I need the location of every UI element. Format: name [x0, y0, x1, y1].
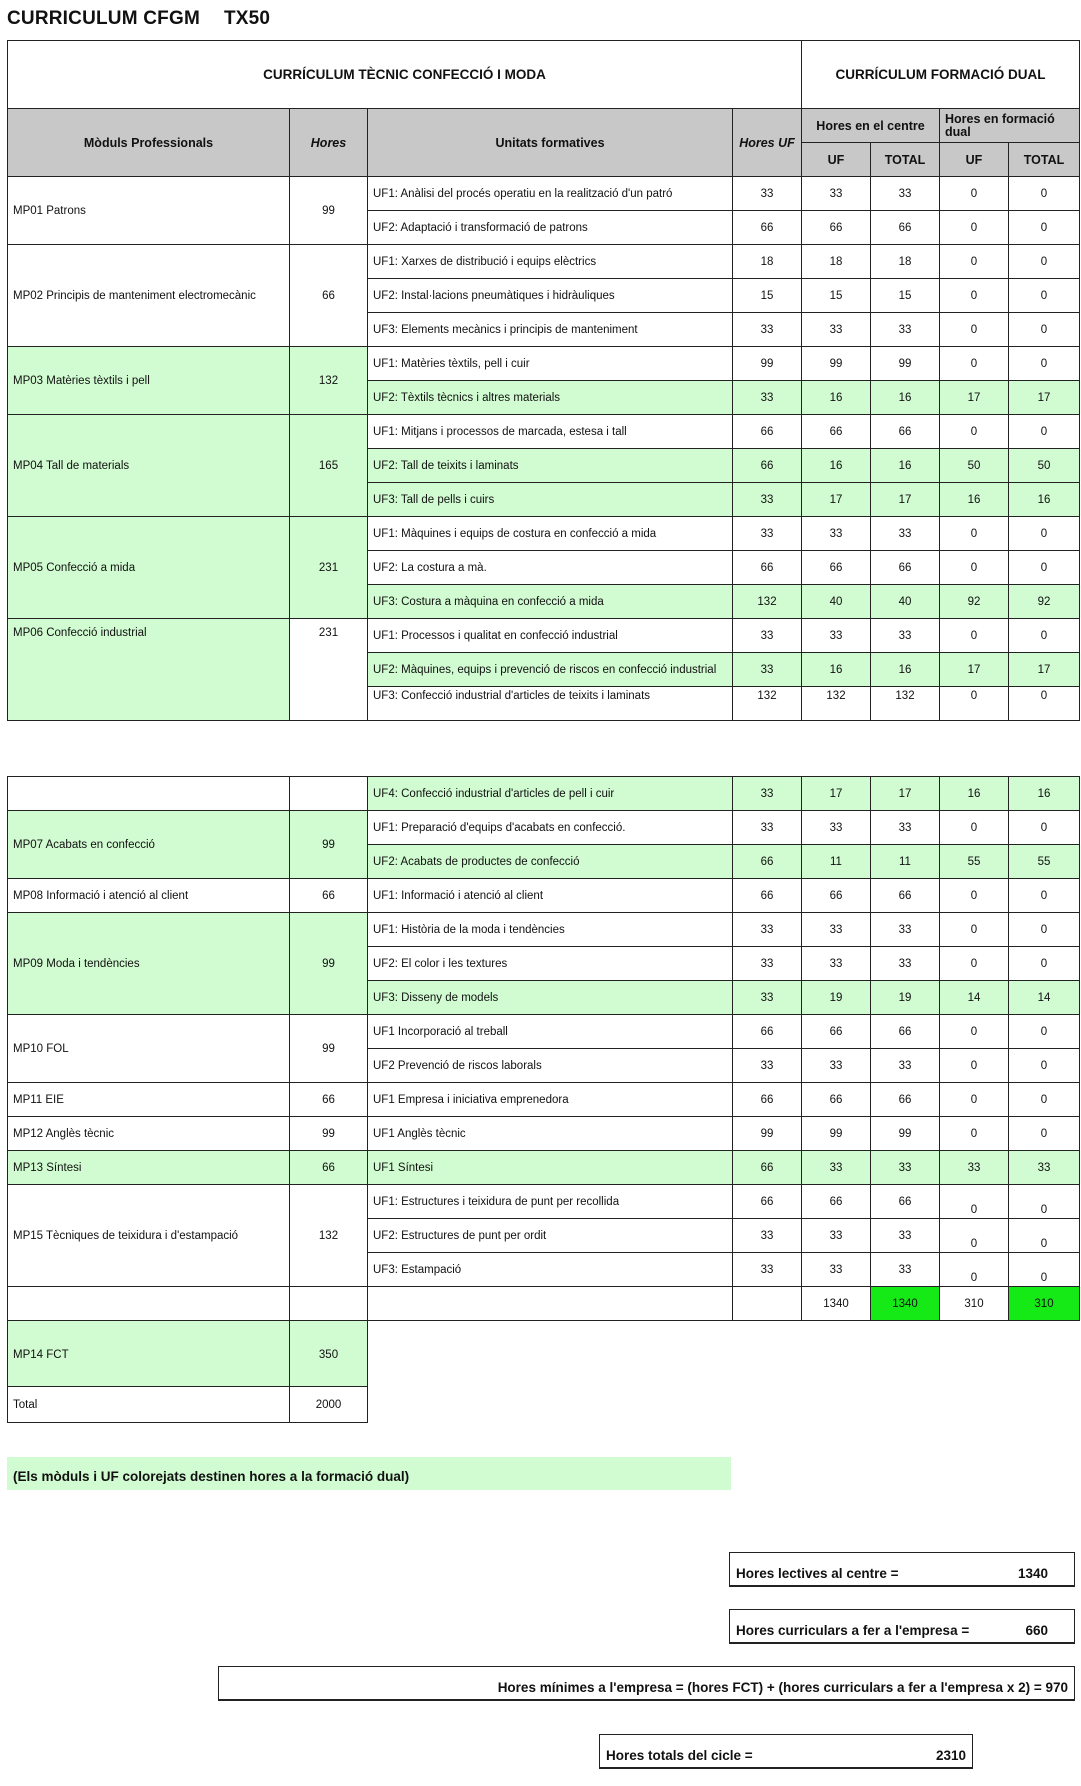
centre-total: 18 [870, 244, 940, 279]
module-name: MP09 Moda i tendències [7, 912, 290, 1015]
totals-blank [7, 1286, 290, 1321]
centre-uf: 33 [801, 618, 871, 653]
centre-total: 15 [870, 278, 940, 313]
uf-name: UF3: Tall de pells i cuirs [367, 482, 733, 517]
uf-hours: 33 [732, 776, 802, 811]
module-hours-continued [289, 776, 368, 811]
dual-total: 0 [1008, 176, 1080, 211]
header-tecnic: CURRÍCULUM TÈCNIC CONFECCIÓ I MODA [7, 40, 802, 109]
centre-total: 33 [870, 1252, 940, 1287]
centre-uf: 33 [801, 810, 871, 845]
dual-uf: 0 [939, 414, 1009, 449]
dual-uf: 0 [939, 946, 1009, 981]
centre-total: 33 [870, 810, 940, 845]
module-name: MP15 Tècniques de teixidura i d'estampació [7, 1184, 290, 1287]
centre-total: 99 [870, 346, 940, 381]
centre-uf: 66 [801, 878, 871, 913]
header-moduls: Mòduls Professionals [7, 108, 290, 177]
uf-name: UF2: La costura a mà. [367, 550, 733, 585]
dual-uf: 50 [939, 448, 1009, 483]
total-row [7, 1386, 374, 1422]
module-name: MP05 Confecció a mida [7, 516, 290, 619]
centre-uf: 33 [801, 1048, 871, 1083]
centre-uf: 16 [801, 448, 871, 483]
uf-name: UF2: Acabats de productes de confecció [367, 844, 733, 879]
module-name: MP08 Informació i atenció al client [7, 878, 290, 913]
summary-totals [599, 1734, 973, 1769]
header-unitats: Unitats formatives [367, 108, 733, 177]
dual-total: 0 [1008, 1252, 1080, 1287]
dual-total: 0 [1008, 618, 1080, 653]
uf-name: UF1 Síntesi [367, 1150, 733, 1185]
summary-centre-value: 1340 [1017, 1566, 1048, 1581]
summary-empresa-value: 660 [1025, 1623, 1048, 1638]
dual-uf: 33 [939, 1150, 1009, 1185]
uf-name: UF3: Elements mecànics i principis de manteniment [367, 312, 733, 347]
centre-uf: 132 [801, 686, 871, 721]
uf-hours: 33 [732, 380, 802, 415]
module-name-fct: MP14 FCT [7, 1320, 290, 1389]
dual-uf: 0 [939, 244, 1009, 279]
uf-name: UF2: Tall de teixits i laminats [367, 448, 733, 483]
dual-total: 55 [1008, 844, 1080, 879]
totals-blank [732, 1286, 802, 1321]
totals-blank [289, 1286, 368, 1321]
uf-name: UF3: Confecció industrial d'articles de teixits i laminats [367, 686, 733, 721]
uf-name: UF1: Màquines i equips de costura en confecció a mida [367, 516, 733, 551]
uf-hours: 66 [732, 1184, 802, 1219]
dual-uf: 14 [939, 980, 1009, 1015]
dual-uf: 0 [939, 810, 1009, 845]
dual-total: 0 [1008, 810, 1080, 845]
module-hours: 165 [289, 414, 368, 517]
dual-uf: 0 [939, 1116, 1009, 1151]
uf-name: UF1: Xarxes de distribució i equips elèctrics [367, 244, 733, 279]
dual-uf: 92 [939, 584, 1009, 619]
centre-uf: 33 [801, 176, 871, 211]
summary-centre [729, 1552, 1075, 1587]
module-hours: 132 [289, 346, 368, 415]
uf-hours: 66 [732, 844, 802, 879]
uf-name: UF1 Empresa i iniciativa emprenedora [367, 1082, 733, 1117]
uf-hours: 132 [732, 686, 802, 721]
dual-uf: 0 [939, 516, 1009, 551]
dual-total: 0 [1008, 244, 1080, 279]
uf-hours: 33 [732, 618, 802, 653]
centre-total: 66 [870, 1082, 940, 1117]
total-label: Total [7, 1386, 290, 1423]
centre-total: 16 [870, 380, 940, 415]
uf-hours: 33 [732, 652, 802, 687]
uf-hours: 66 [732, 414, 802, 449]
header-centre-total: TOTAL [870, 142, 940, 177]
centre-uf: 66 [801, 414, 871, 449]
dual-total: 14 [1008, 980, 1080, 1015]
centre-total: 99 [870, 1116, 940, 1151]
uf-name: UF3: Estampació [367, 1252, 733, 1287]
title-code: CURRICULUM CFGM [7, 8, 200, 29]
uf-name: UF2: Adaptació i transformació de patrons [367, 210, 733, 245]
dual-total: 0 [1008, 312, 1080, 347]
centre-total: 66 [870, 210, 940, 245]
dual-total: 0 [1008, 1048, 1080, 1083]
header-hores: Hores [289, 108, 368, 177]
module-hours: 99 [289, 912, 368, 1015]
dual-total: 0 [1008, 946, 1080, 981]
dual-total: 0 [1008, 346, 1080, 381]
header-dual-total: TOTAL [1008, 142, 1080, 177]
centre-uf: 33 [801, 1252, 871, 1287]
total-hours: 2000 [289, 1386, 368, 1423]
uf-name: UF3: Disseny de models [367, 980, 733, 1015]
module-hours: 231 [289, 618, 368, 721]
uf-hours: 33 [732, 516, 802, 551]
header-formacio-dual: Hores en formació dual [939, 108, 1080, 143]
centre-total: 66 [870, 414, 940, 449]
uf-hours: 33 [732, 482, 802, 517]
centre-total: 33 [870, 1218, 940, 1253]
total-dual-uf: 310 [939, 1286, 1009, 1321]
dual-total: 0 [1008, 1082, 1080, 1117]
uf-hours: 18 [732, 244, 802, 279]
dual-uf: 0 [939, 686, 1009, 721]
summary-empresa [729, 1609, 1075, 1644]
header-hores-uf: Hores UF [732, 108, 802, 177]
centre-uf: 16 [801, 380, 871, 415]
centre-uf: 66 [801, 1082, 871, 1117]
dual-uf: 16 [939, 776, 1009, 811]
uf-hours: 33 [732, 912, 802, 947]
dual-uf: 17 [939, 380, 1009, 415]
summary-centre-label: Hores lectives al centre = [736, 1566, 899, 1581]
dual-total: 0 [1008, 1116, 1080, 1151]
module-hours: 99 [289, 1116, 368, 1151]
centre-uf: 99 [801, 346, 871, 381]
centre-uf: 33 [801, 1150, 871, 1185]
dual-uf: 0 [939, 1082, 1009, 1117]
centre-total: 33 [870, 618, 940, 653]
module-name: MP07 Acabats en confecció [7, 810, 290, 879]
centre-uf: 17 [801, 482, 871, 517]
header-centre-uf: UF [801, 142, 871, 177]
uf-name: UF1: Matèries tèxtils, pell i cuir [367, 346, 733, 381]
dual-uf: 0 [939, 210, 1009, 245]
dual-uf: 0 [939, 1014, 1009, 1049]
total-dual-total: 310 [1008, 1286, 1080, 1321]
centre-uf: 17 [801, 776, 871, 811]
centre-uf: 11 [801, 844, 871, 879]
centre-uf: 99 [801, 1116, 871, 1151]
dual-total: 16 [1008, 482, 1080, 517]
module-hours: 66 [289, 244, 368, 347]
summary-empresa-label: Hores curriculars a fer a l'empresa = [736, 1623, 970, 1638]
dual-uf: 0 [939, 912, 1009, 947]
uf-hours: 33 [732, 176, 802, 211]
module-name: MP01 Patrons [7, 176, 290, 245]
dual-total: 0 [1008, 686, 1080, 721]
total-centre-total: 1340 [870, 1286, 940, 1321]
centre-uf: 33 [801, 516, 871, 551]
header-centre: Hores en el centre [801, 108, 940, 143]
centre-total: 33 [870, 312, 940, 347]
dual-uf: 0 [939, 550, 1009, 585]
uf-hours: 66 [732, 550, 802, 585]
centre-total: 33 [870, 176, 940, 211]
module-hours: 231 [289, 516, 368, 619]
dual-uf: 0 [939, 1218, 1009, 1253]
dual-total: 0 [1008, 1014, 1080, 1049]
dual-total: 17 [1008, 652, 1080, 687]
uf-name: UF1: Informació i atenció al client [367, 878, 733, 913]
uf-name: UF2: Instal·lacions pneumàtiques i hidràuliques [367, 278, 733, 313]
centre-uf: 18 [801, 244, 871, 279]
uf-name: UF2: Estructures de punt per ordit [367, 1218, 733, 1253]
dual-uf: 0 [939, 878, 1009, 913]
module-name: MP04 Tall de materials [7, 414, 290, 517]
header-dual: CURRÍCULUM FORMACIÓ DUAL [801, 40, 1080, 109]
module-name: MP02 Principis de manteniment electromecànic [7, 244, 290, 347]
centre-total: 40 [870, 584, 940, 619]
uf-name: UF1: Preparació d'equips d'acabats en confecció. [367, 810, 733, 845]
centre-total: 16 [870, 652, 940, 687]
uf-hours: 33 [732, 1218, 802, 1253]
centre-uf: 33 [801, 946, 871, 981]
uf-hours: 132 [732, 584, 802, 619]
uf-name: UF1 Incorporació al treball [367, 1014, 733, 1049]
module-name-continued [7, 776, 290, 811]
centre-total: 16 [870, 448, 940, 483]
uf-name: UF2 Prevenció de riscos laborals [367, 1048, 733, 1083]
centre-total: 33 [870, 516, 940, 551]
summary-totals-label: Hores totals del cicle = [606, 1748, 753, 1763]
dual-uf: 0 [939, 176, 1009, 211]
dual-total: 17 [1008, 380, 1080, 415]
dual-uf: 0 [939, 618, 1009, 653]
uf-hours: 33 [732, 980, 802, 1015]
uf-name: UF1: Estructures i teixidura de punt per recollida [367, 1184, 733, 1219]
totals-blank [367, 1286, 733, 1321]
uf-hours: 66 [732, 210, 802, 245]
module-hours: 66 [289, 1150, 368, 1185]
centre-total: 66 [870, 1014, 940, 1049]
module-name: MP10 FOL [7, 1014, 290, 1083]
module-hours: 99 [289, 176, 368, 245]
dual-total: 92 [1008, 584, 1080, 619]
uf-name: UF1: Anàlisi del procés operatiu en la realització d'un patró [367, 176, 733, 211]
centre-uf: 15 [801, 278, 871, 313]
module-hours: 66 [289, 878, 368, 913]
page-title [7, 8, 294, 30]
centre-total: 66 [870, 878, 940, 913]
module-name: MP03 Matèries tèxtils i pell [7, 346, 290, 415]
uf-name: UF1: Processos i qualitat en confecció industrial [367, 618, 733, 653]
uf-hours: 15 [732, 278, 802, 313]
uf-name: UF2: Màquines, equips i prevenció de riscos en confecció industrial [367, 652, 733, 687]
centre-total: 17 [870, 482, 940, 517]
dual-uf: 0 [939, 278, 1009, 313]
module-hours: 132 [289, 1184, 368, 1287]
uf-name: UF3: Costura a màquina en confecció a mida [367, 584, 733, 619]
uf-hours: 66 [732, 878, 802, 913]
summary-minimes-label: Hores mínimes a l'empresa = (hores FCT) + (hores curriculars a fer a l'empresa x 2) = 970 [497, 1680, 1068, 1695]
dual-total: 0 [1008, 516, 1080, 551]
dual-uf: 0 [939, 346, 1009, 381]
module-name: MP11 EIE [7, 1082, 290, 1117]
dual-legend: (Els mòduls i UF colorejats destinen hores a la formació dual) [7, 1457, 731, 1490]
centre-total: 66 [870, 550, 940, 585]
centre-uf: 33 [801, 312, 871, 347]
uf-name: UF4: Confecció industrial d'articles de pell i cuir [367, 776, 733, 811]
module-hours: 66 [289, 1082, 368, 1117]
summary-totals-value: 2310 [935, 1748, 966, 1763]
total-centre-uf: 1340 [801, 1286, 871, 1321]
uf-hours: 66 [732, 1150, 802, 1185]
centre-uf: 66 [801, 210, 871, 245]
curriculum-table-part2 [7, 776, 1079, 1388]
uf-hours: 66 [732, 448, 802, 483]
uf-name: UF2: Tèxtils tècnics i altres materials [367, 380, 733, 415]
uf-hours: 66 [732, 1082, 802, 1117]
uf-hours: 99 [732, 346, 802, 381]
centre-total: 17 [870, 776, 940, 811]
dual-uf: 0 [939, 312, 1009, 347]
centre-total: 19 [870, 980, 940, 1015]
module-hours-fct: 350 [289, 1320, 368, 1389]
uf-hours: 33 [732, 312, 802, 347]
module-name: MP12 Anglès tècnic [7, 1116, 290, 1151]
dual-uf: 17 [939, 652, 1009, 687]
module-name: MP06 Confecció industrial [7, 618, 290, 721]
centre-uf: 40 [801, 584, 871, 619]
summary-minimes [218, 1666, 1075, 1701]
dual-total: 0 [1008, 278, 1080, 313]
centre-uf: 19 [801, 980, 871, 1015]
centre-uf: 33 [801, 912, 871, 947]
title-cycle: TX50 [223, 8, 271, 29]
dual-total: 16 [1008, 776, 1080, 811]
module-name: MP13 Síntesi [7, 1150, 290, 1185]
dual-total: 0 [1008, 912, 1080, 947]
centre-total: 66 [870, 1184, 940, 1219]
curriculum-table-part1 [7, 40, 1079, 720]
dual-total: 0 [1008, 550, 1080, 585]
centre-total: 33 [870, 912, 940, 947]
module-hours: 99 [289, 810, 368, 879]
uf-name: UF1: Mitjans i processos de marcada, estesa i tall [367, 414, 733, 449]
centre-total: 33 [870, 946, 940, 981]
centre-uf: 66 [801, 1014, 871, 1049]
uf-hours: 33 [732, 1252, 802, 1287]
centre-uf: 33 [801, 1218, 871, 1253]
centre-total: 33 [870, 1150, 940, 1185]
dual-uf: 0 [939, 1184, 1009, 1219]
module-hours: 99 [289, 1014, 368, 1083]
uf-hours: 33 [732, 810, 802, 845]
dual-total: 0 [1008, 1184, 1080, 1219]
uf-hours: 99 [732, 1116, 802, 1151]
dual-total: 0 [1008, 414, 1080, 449]
centre-total: 132 [870, 686, 940, 721]
uf-hours: 66 [732, 1014, 802, 1049]
uf-hours: 33 [732, 946, 802, 981]
dual-total: 50 [1008, 448, 1080, 483]
dual-uf: 0 [939, 1252, 1009, 1287]
centre-uf: 66 [801, 1184, 871, 1219]
centre-uf: 66 [801, 550, 871, 585]
centre-total: 11 [870, 844, 940, 879]
dual-total: 33 [1008, 1150, 1080, 1185]
header-dual-uf: UF [939, 142, 1009, 177]
dual-total: 0 [1008, 210, 1080, 245]
uf-name: UF1 Anglès tècnic [367, 1116, 733, 1151]
centre-total: 33 [870, 1048, 940, 1083]
dual-uf: 0 [939, 1048, 1009, 1083]
dual-total: 0 [1008, 1218, 1080, 1253]
uf-name: UF1: Història de la moda i tendències [367, 912, 733, 947]
centre-uf: 16 [801, 652, 871, 687]
uf-hours: 33 [732, 1048, 802, 1083]
dual-total: 0 [1008, 878, 1080, 913]
dual-uf: 16 [939, 482, 1009, 517]
dual-uf: 55 [939, 844, 1009, 879]
uf-name: UF2: El color i les textures [367, 946, 733, 981]
